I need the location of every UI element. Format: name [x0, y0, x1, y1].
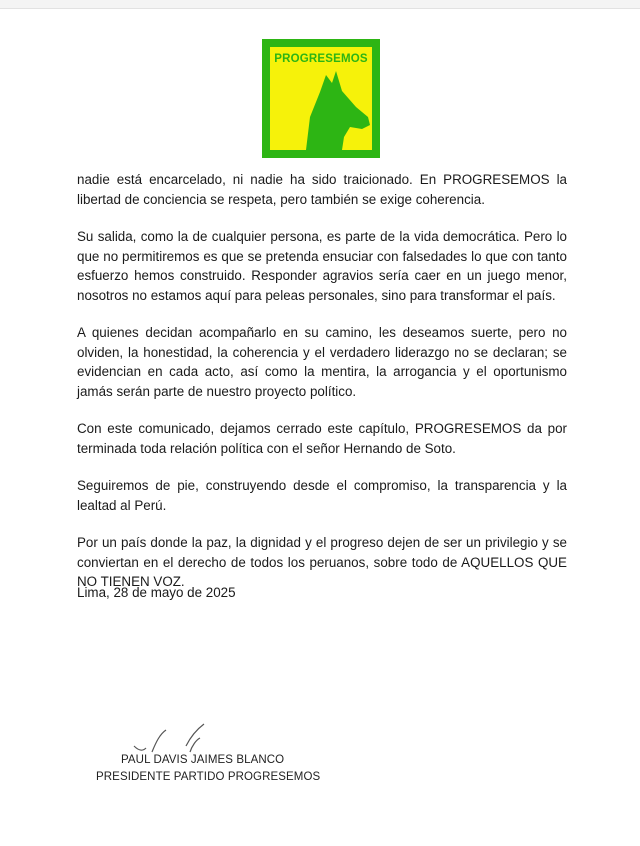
- paragraph-2: Su salida, como la de cualquier persona, es parte de la vida democrática. Pero lo que no permitiremos es que se pretenda ensuciar con falsedades lo que con tanto esfuerzo hemos construido. Responder agravios sería caer en un juego menor, nosotros no estamos aquí para peleas personales, sino para transformar el país.: [77, 229, 567, 303]
- letter-date: Lima, 28 de mayo de 2025: [77, 585, 236, 600]
- handwritten-signature: [128, 722, 228, 756]
- logo-yellow-field: [270, 47, 372, 150]
- page-top-edge: [0, 0, 640, 9]
- signatory-title: PRESIDENTE PARTIDO PROGRESEMOS: [96, 771, 321, 783]
- paragraph-4: Con este comunicado, dejamos cerrado este capítulo, PROGRESEMOS da por terminada toda relación política con el señor Hernando de Soto.: [77, 421, 567, 456]
- paragraph-6: Por un país donde la paz, la dignidad y el progreso dejen de ser un privilegio y se conviertan en el derecho de todos los peruanos, sobre todo de AQUELLOS QUE NO TIENEN VOZ.: [77, 535, 567, 589]
- party-logo: [262, 39, 380, 158]
- paragraph-1: nadie está encarcelado, ni nadie ha sido traicionado. En PROGRESEMOS la libertad de conciencia se respeta, pero también se exige coherencia.: [77, 172, 567, 207]
- letter-body: [77, 170, 567, 592]
- paragraph-3: A quienes decidan acompañarlo en su camino, les deseamos suerte, pero no olviden, la honestidad, la coherencia y el verdadero liderazgo no se declaran; se evidencian en cada acto, así como la mentira, la arrogancia y el oportunismo jamás serán parte de nuestro proyecto político.: [77, 325, 567, 399]
- paragraph-5: Seguiremos de pie, construyendo desde el compromiso, la transparencia y la lealtad al Perú.: [77, 478, 567, 513]
- dog-head-icon: [270, 47, 372, 150]
- signatory-name: PAUL DAVIS JAIMES BLANCO: [121, 754, 285, 766]
- logo-text: PROGRESEMOS: [274, 53, 368, 65]
